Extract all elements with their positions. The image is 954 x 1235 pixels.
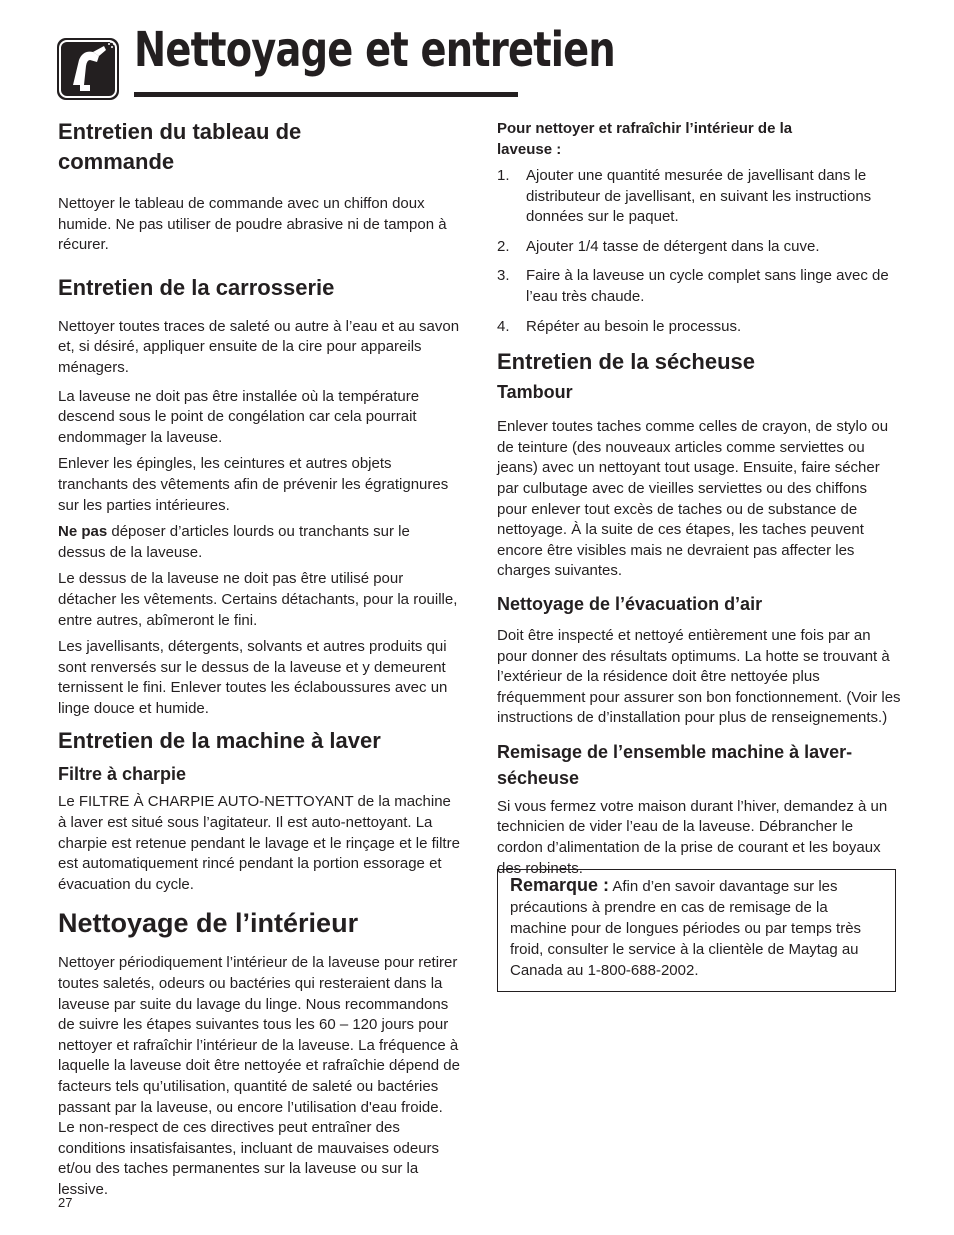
cabinet-paragraph: Les javellisants, détergents, solvants et autres produits qui sont renversés sur le dessus de la laveuse et y demeurent ternissent le fini. Enlever toutes les éclaboussures avec un linge douce et humide. bbox=[58, 638, 448, 717]
cabinet-paragraph: La laveuse ne doit pas être installée où la température descend sous le point de congélation car cela pourrait endommager la laveuse. bbox=[58, 387, 420, 446]
cabinet-heading: Entretien de la carrosserie bbox=[58, 274, 335, 300]
list-item: 2. Ajouter 1/4 tasse de détergent dans la cuve. bbox=[497, 237, 820, 255]
cabinet-paragraph: Nettoyer toutes traces de saleté ou autre à l’eau et au savon et, si désiré, appliquer ensuite de la cire pour appareils ménagers. bbox=[58, 317, 460, 376]
steps-lead: Pour nettoyer et rafraîchir l’intérieur de la laveuse : bbox=[497, 120, 793, 158]
note-label: Remarque : bbox=[510, 875, 610, 895]
lint-filter-text: Le FILTRE À CHARPIE AUTO-NETTOYANT de la machine à laver est situé sous l’agitateur. Il est auto-nettoyant. La charpie est retenue pendant le lavage et le rinçage et le filtre est automatiquement rincé pendant la portion essorage et évacuation du cycle. bbox=[58, 793, 460, 893]
control-panel-heading: Entretien du tableau de commande bbox=[58, 119, 302, 174]
storage-text: Si vous fermez votre maison durant l’hiver, demandez à un technicien de vider l’eau de la laveuse. Débrancher le cordon d’alimentation de la prise de courant et les boyaux des robinets. bbox=[497, 797, 888, 877]
list-item: 1. Ajouter une quantité mesurée de javellisant dans le distributeur de javellisant, en suivant les instructions données sur le paquet. bbox=[497, 167, 872, 226]
page-header bbox=[57, 22, 615, 100]
left-column bbox=[58, 117, 460, 1201]
washer-care-heading: Entretien de la machine à laver bbox=[58, 728, 381, 754]
right-column bbox=[497, 118, 901, 879]
list-item: 4. Répéter au besoin le processus. bbox=[497, 317, 742, 335]
cabinet-paragraph: Le dessus de la laveuse ne doit pas être utilisé pour détacher les vêtements. Certains détachants, pour la rouille, entre autres, abîmeront le fini. bbox=[58, 570, 458, 629]
dryer-care-heading: Entretien de la sécheuse bbox=[497, 349, 755, 375]
exhaust-text: Doit être inspecté et nettoyé entièrement une fois par an pour donner des résultats optimums. La hotte se trouvant à l’extérieur de la résidence doit être nettoyée plus fréquemment pour assurer son bon fonctionnement. (Voir les instructions de d’installation pour plus de renseignements.) bbox=[497, 626, 901, 727]
list-item: 3. Faire à la laveuse un cycle complet sans linge avec de l’eau très chaude. bbox=[497, 267, 889, 305]
cabinet-paragraph: Ne pas déposer d’articles lourds ou tranchants sur le dessus de la laveuse. bbox=[58, 523, 410, 561]
interior-cleaning-text: Nettoyer périodiquement l’intérieur de la laveuse pour retirer toutes saletés, odeurs ou bactéries qui resteraient dans la laveuse par suite du lavage du linge. Nous recommandons de suivre les étapes suivantes tous les 60 – 120 jours pour nettoyer et rafraîchir l’intérieur de la laveuse. La fréquence à laquelle la laveuse doit être nettoyée et rafraîchie dépend de facteurs tels qu’utilisation, quantité de saleté ou bactéries passant par la laveuse, ou encore l’utilisation d'eau froide. Le non-respect de ces directives peut entraîner des conditions insatisfaisantes, incluant de mauvaises odeurs et/ou des taches permanentes sur la laveuse ou sur la lessive. bbox=[58, 954, 460, 1198]
exhaust-heading: Nettoyage de l’évacuation d’air bbox=[497, 593, 763, 614]
warning-bold: Ne pas bbox=[58, 523, 108, 541]
note-box bbox=[497, 869, 896, 992]
storage-heading: Remisage de l’ensemble machine à laver-sécheuse bbox=[497, 741, 853, 788]
interior-cleaning-heading: Nettoyage de l’intérieur bbox=[58, 908, 359, 939]
cleaning-steps-list bbox=[497, 166, 901, 337]
lint-filter-heading: Filtre à charpie bbox=[58, 764, 187, 785]
control-panel-text: Nettoyer le tableau de commande avec un chiffon doux humide. Ne pas utiliser de poudre abrasive ni de tampon à récurer. bbox=[58, 195, 447, 254]
page-number: 27 bbox=[58, 1195, 73, 1210]
page-title: Nettoyage et entretien bbox=[134, 22, 615, 78]
cleaning-spray-icon bbox=[57, 38, 119, 100]
drum-text: Enlever toutes taches comme celles de crayon, de stylo ou de teinture (des nouveaux articles comme serviettes ou jeans) avec un nettoyant tout usage. Ensuite, faire sécher par culbutage avec de vieilles serviettes ou des chiffons pour enlever tout excès de taches ou de substance de nettoyage. À la suite de ces étapes, les taches peuvent encore être visibles mais ne devraient pas affecter les charges suivantes. bbox=[497, 418, 889, 580]
note-text: Remarque : Afin d’en savoir davantage sur les précautions à prendre en cas de remisage de la machine pour de longues périodes ou par temps très froid, consulter le service à la clientèle de Maytag au Canada au 1-800-688-2002. bbox=[510, 875, 862, 979]
cabinet-paragraph: Enlever les épingles, les ceintures et autres objets tranchants des vêtements afin de prévenir les égratignures sur les parties intérieures. bbox=[58, 455, 449, 514]
drum-heading: Tambour bbox=[497, 382, 573, 403]
title-underline bbox=[134, 92, 518, 97]
